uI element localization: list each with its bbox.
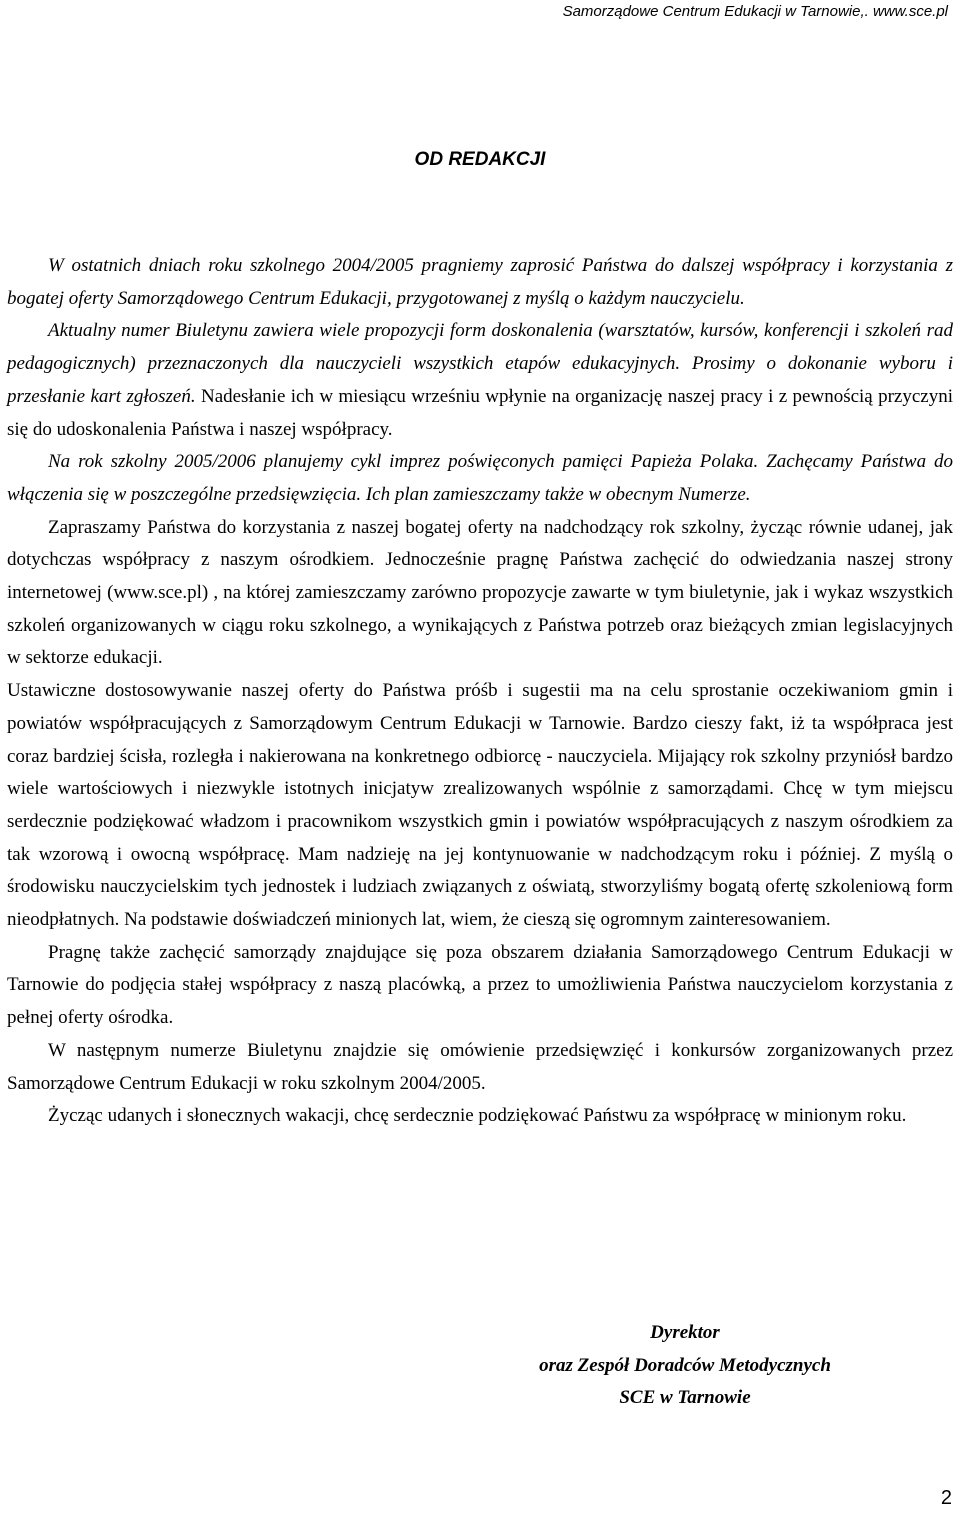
page-number: 2 — [940, 1487, 952, 1509]
paragraph-current-issue — [7, 315, 953, 446]
paragraph-offer: Zapraszamy Państwa do korzystania z naszej bogatej oferty na nadchodzący rok szkolny, życząc równie udanej, jak dotychczas współpracy z naszym ośrodkiem. Jednocześnie pragnę Państwa zachęcić do odwiedzania naszej strony internetowej (www.sce.pl) , na której zamieszczamy zarówno propozycje zawarte w tym biuletynie, jak i wykaz wszystkich szkoleń organizowanych w ciągu roku szkolnego, a wynikających z Państwa potrzeb oraz bieżących zmian legislacyjnych w sektorze edukacji. — [7, 516, 953, 669]
paragraph-cooperation: Ustawiczne dostosowywanie naszej oferty do Państwa próśb i sugestii ma na celu sprostanie oczekiwaniom gmin i powiatów współpracujących z Samorządowym Centrum Edukacji w Tarnowie. Bardzo cieszy fakt, iż ta współpraca jest coraz bardziej ścisła, rozległa i nakierowana na konkretnego odbiorcę - nauczyciela. Mijający rok szkolny przyniósł bardzo wiele wartościowych i niezwykle istotnych inicjatyw zrealizowanych wspólnie z samorządami. Chcę w tym miejscu serdecznie podziękować władzom i pracownikom wszystkich gmin i powiatów współpracujących z naszym ośrodkiem za tak wzorową i owocną współpracę. Mam nadzieję na jej kontynuowanie w nadchodzącym roku i później. Z myślą o środowisku nauczycielskim tych jednostek i ludziach związanych z oświatą, stworzyliśmy bogatą ofertę szkoleniową form nieodpłatnych. Na podstawie doświadczeń minionych lat, wiem, że cieszą się ogromnym zainteresowaniem. — [7, 680, 953, 931]
paragraph-pope-events: Na rok szkolny 2005/2006 planujemy cykl imprez poświęconych pamięci Papieża Polaka. Zachęcamy Państwa do włączenia się w poszczególne przedsięwzięcia. Ich plan zamieszczamy także w obecnym Numerze. — [7, 451, 953, 505]
article-body — [7, 250, 953, 1133]
signature-line-team: oraz Zespół Doradców Metodycznych — [539, 1354, 831, 1376]
paragraph-invitation: W ostatnich dniach roku szkolnego 2004/2005 pragniemy zaprosić Państwa do dalszej współpracy i korzystania z bogatej oferty Samorządowego Centrum Edukacji, przygotowanej z myślą o każdym nauczycielu. — [7, 255, 953, 309]
running-header: Samorządowe Centrum Edukacji w Tarnowie,. www.sce.pl — [562, 3, 948, 20]
signature-line-institution: SCE w Tarnowie — [619, 1387, 751, 1408]
paragraph-encouragement: Pragnę także zachęcić samorządy znajdujące się poza obszarem działania Samorządowego Centrum Edukacji w Tarnowie do podjęcia stałej współpracy z naszą placówką, a przez to umożliwienia Państwa nauczycielom korzystania z pełnej oferty ośrodka. — [7, 941, 953, 1029]
page-title: OD REDAKCJI — [414, 149, 546, 170]
paragraph-current-issue-italic: Aktualny numer Biuletynu zawiera wiele propozycji form doskonalenia (warsztatów, kursów, konferencji i szkoleń rad pedagogicznych) przeznaczonych dla nauczycieli wszystkich etapów edukacyjnych. Prosimy o dokonanie wyboru i przesłanie kart zgłoszeń. — [7, 320, 953, 407]
paragraph-next-issue: W następnym numerze Biuletynu znajdzie się omówienie przedsięwzięć i konkursów zorganizowanych przez Samorządowe Centrum Edukacji w roku szkolnym 2004/2005. — [7, 1039, 953, 1094]
paragraph-wishes: Życząc udanych i słonecznych wakacji, chcę serdecznie podziękować Państwu za współpracę w minionym roku. — [48, 1105, 907, 1127]
signature-line-director: Dyrektor — [650, 1322, 720, 1343]
paragraph-current-issue-regular: Nadesłanie ich w miesiącu wrześniu wpłynie na organizację naszej pracy i z pewnością przyczyni się do udoskonalenia Państwa i naszej współpracy. — [7, 385, 954, 440]
signature-block — [500, 1317, 870, 1415]
